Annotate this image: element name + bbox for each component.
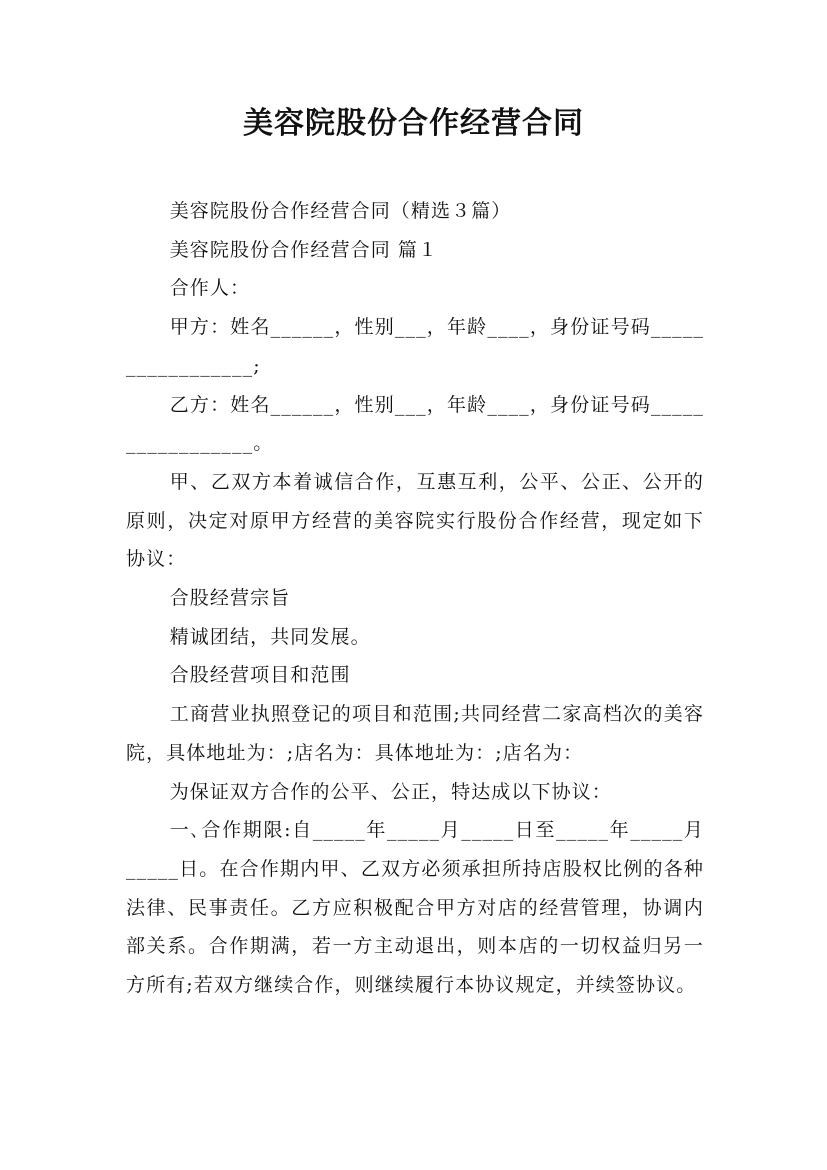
paragraph-purpose-heading: 合股经营宗旨 [169,587,291,610]
document-title: 美容院股份合作经营合同 [243,106,584,141]
paragraph-term-clause: 一､合作期限:自_____年_____月_____日至_____年_____月_____日。在合作期内甲、乙双方必须承担所持店股权比例的各种法律、民事责任。乙方应积极配合甲方对店的经营管理，协调内部关系。合作期满，若一方主动退出，则本店的一切权益归另一方所有;若双方继续合作，则继续履行本协议规定，并续签协议。 [126,819,704,997]
paragraph-scope-text: 工商营业执照登记的项目和范围;共同经营二家高档次的美容院，具体地址为：;店名为：具体地址为：;店名为： [126,703,704,764]
paragraph-scope-heading: 合股经营项目和范围 [169,664,351,687]
paragraph-agreement-intro: 为保证双方合作的公平、公正，特达成以下协议： [169,780,612,803]
paragraph-subtitle: 美容院股份合作经营合同（精选３篇） [169,200,512,222]
paragraph-purpose-text: 精诚团结，共同发展。 [169,625,371,648]
paragraph-section-heading: 美容院股份合作经营合同 篇１ [169,238,439,261]
paragraph-party-b: 乙方：姓名______，性别___，年龄____，身份证号码_________________。 [126,393,704,455]
paragraph-parties-label: 合作人： [169,277,251,300]
paragraph-party-a: 甲方：姓名______，性别___，年龄____，身份证号码_________________; [126,316,704,377]
paragraph-preamble: 甲、乙双方本着诚信合作，互惠互利，公平、公正、公开的原则，决定对原甲方经营的美容院实行股份合作经营，现定如下协议： [126,470,704,571]
document-body [126,192,704,1005]
